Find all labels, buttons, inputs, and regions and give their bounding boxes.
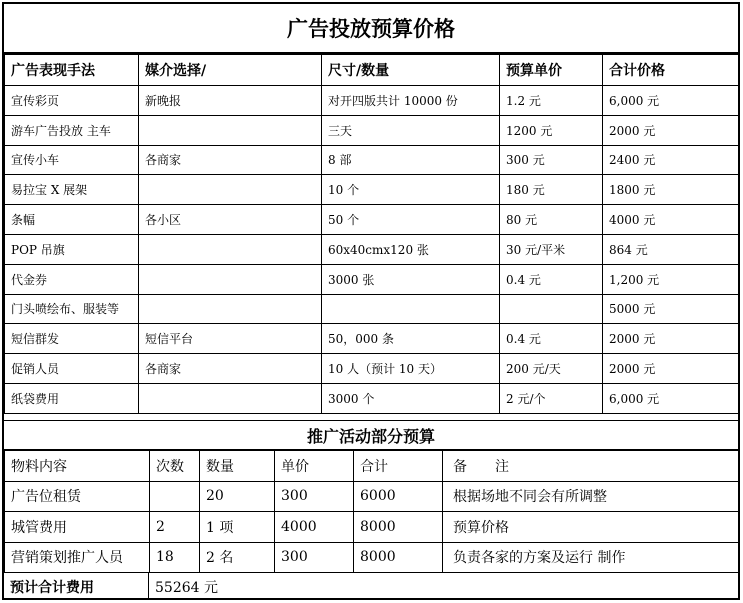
table-row: [5, 542, 739, 573]
table-cell: 2000 元: [603, 115, 739, 145]
table-row: [5, 115, 739, 145]
table-cell: 864 元: [603, 234, 739, 264]
table-row: [5, 481, 739, 512]
table-cell: 3000 张: [322, 264, 500, 294]
activity-budget-table: [4, 450, 739, 573]
table-cell: [139, 383, 322, 413]
table-cell: 300: [275, 481, 354, 512]
table-cell: 8 部: [322, 145, 500, 175]
table-cell: 各商家: [139, 354, 322, 384]
table-cell: 短信群发: [5, 324, 139, 354]
table-cell: 60x40cmx120 张: [322, 234, 500, 264]
table-cell: [322, 294, 500, 324]
table-cell: 对开四版共计 10000 份: [322, 86, 500, 116]
column-header: 备 注: [443, 451, 739, 482]
table-row: [5, 324, 739, 354]
table-cell: 6,000 元: [603, 383, 739, 413]
table-row: [5, 205, 739, 235]
table-row: [5, 512, 739, 543]
section-title: 推广活动部分预算: [4, 420, 738, 450]
table-cell: 门头喷绘布、服装等: [5, 294, 139, 324]
column-header: 媒介选择/: [139, 55, 322, 86]
total-value: 55264 元: [155, 579, 218, 596]
table-cell: 短信平台: [139, 324, 322, 354]
table-cell: 0.4 元: [500, 324, 603, 354]
table-cell: 10 人（预计 10 天）: [322, 354, 500, 384]
budget-sheet: [2, 2, 740, 600]
table-row: [5, 86, 739, 116]
table-cell: 4000: [275, 512, 354, 543]
column-header: 次数: [150, 451, 200, 482]
column-header: 尺寸/数量: [322, 55, 500, 86]
table-cell: 5000 元: [603, 294, 739, 324]
table-cell: 条幅: [5, 205, 139, 235]
table-cell: 游车广告投放 主车: [5, 115, 139, 145]
table-cell: [139, 175, 322, 205]
column-header: 数量: [200, 451, 275, 482]
table-cell: 10 个: [322, 175, 500, 205]
table-cell: 0.4 元: [500, 264, 603, 294]
table-row: [5, 383, 739, 413]
table-cell: [139, 264, 322, 294]
table-cell: 营销策划推广人员: [5, 542, 150, 573]
table-cell: [150, 481, 200, 512]
table-cell: 代金券: [5, 264, 139, 294]
sheet-title: 广告投放预算价格: [4, 4, 738, 54]
table-cell: [139, 294, 322, 324]
table-cell: 20: [200, 481, 275, 512]
table-cell: 1 项: [200, 512, 275, 543]
column-header: 合计价格: [603, 55, 739, 86]
table-cell: [139, 234, 322, 264]
table-cell: 50，000 条: [322, 324, 500, 354]
table-cell: [139, 115, 322, 145]
table-cell: 80 元: [500, 205, 603, 235]
table-cell: 易拉宝 X 展架: [5, 175, 139, 205]
table-cell: 各小区: [139, 205, 322, 235]
table-cell: 宣传彩页: [5, 86, 139, 116]
table-cell: 宣传小车: [5, 145, 139, 175]
table-cell: 18: [150, 542, 200, 573]
table-cell: 各商家: [139, 145, 322, 175]
column-header: 预算单价: [500, 55, 603, 86]
table-cell: 300 元: [500, 145, 603, 175]
table-cell: 8000: [354, 542, 443, 573]
column-header: 合计: [354, 451, 443, 482]
table-cell: 200 元/天: [500, 354, 603, 384]
table-cell: 1200 元: [500, 115, 603, 145]
table-cell: 预算价格: [443, 512, 739, 543]
table-cell: 6000: [354, 481, 443, 512]
header-row: [5, 451, 739, 482]
table-cell: POP 吊旗: [5, 234, 139, 264]
column-header: 单价: [275, 451, 354, 482]
table-cell: [500, 294, 603, 324]
total-row: [4, 572, 738, 600]
table-cell: 300: [275, 542, 354, 573]
table-cell: 城管费用: [5, 512, 150, 543]
table-cell: 50 个: [322, 205, 500, 235]
table-row: [5, 354, 739, 384]
table-row: [5, 264, 739, 294]
table-row: [5, 294, 739, 324]
table-cell: 三天: [322, 115, 500, 145]
column-header: 物料内容: [5, 451, 150, 482]
ad-budget-table: [4, 54, 739, 414]
table-cell: 2400 元: [603, 145, 739, 175]
table-cell: 根据场地不同会有所调整: [443, 481, 739, 512]
header-row: [5, 55, 739, 86]
table-cell: 1,200 元: [603, 264, 739, 294]
table-cell: 180 元: [500, 175, 603, 205]
table-row: [5, 234, 739, 264]
table-cell: 2 元/个: [500, 383, 603, 413]
table-row: [5, 175, 739, 205]
table-cell: 8000: [354, 512, 443, 543]
table-cell: 1.2 元: [500, 86, 603, 116]
table-cell: 4000 元: [603, 205, 739, 235]
table-cell: 2000 元: [603, 324, 739, 354]
total-label: 预计合计费用: [4, 573, 149, 600]
table-row: [5, 145, 739, 175]
table-cell: 2000 元: [603, 354, 739, 384]
table-cell: 2 名: [200, 542, 275, 573]
table-cell: 3000 个: [322, 383, 500, 413]
table-cell: 1800 元: [603, 175, 739, 205]
table-cell: 促销人员: [5, 354, 139, 384]
table-cell: 6,000 元: [603, 86, 739, 116]
table-cell: 广告位租赁: [5, 481, 150, 512]
table-cell: 纸袋费用: [5, 383, 139, 413]
table-cell: 新晚报: [139, 86, 322, 116]
table-cell: 30 元/平米: [500, 234, 603, 264]
table-cell: 负责各家的方案及运行 制作: [443, 542, 739, 573]
table-cell: 2: [150, 512, 200, 543]
column-header: 广告表现手法: [5, 55, 139, 86]
